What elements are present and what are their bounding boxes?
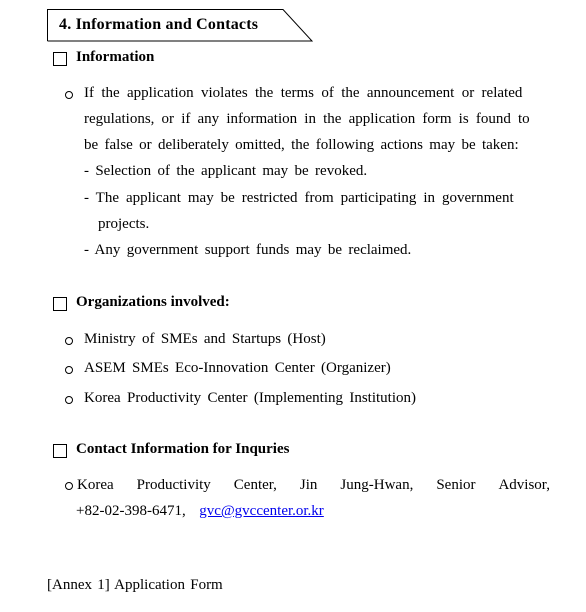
- contact-email-link[interactable]: gvc@gvccenter.or.kr: [199, 503, 324, 519]
- bullet-circle-icon: [65, 366, 73, 374]
- contact-word: Center,: [233, 477, 277, 493]
- organization-item: Ministry of SMEs and Startups (Host): [84, 331, 326, 347]
- checkbox-square-icon: [53, 52, 67, 66]
- dash-item: - Any government support funds may be reclaimed.: [84, 242, 412, 258]
- contact-word: Senior: [436, 477, 476, 493]
- organization-item: Korea Productivity Center (Implementing Institution): [84, 390, 416, 406]
- information-heading: Information: [76, 49, 155, 65]
- contact-word: Jung-Hwan,: [340, 477, 414, 493]
- dash-item-continuation: projects.: [98, 216, 150, 232]
- bullet-circle-icon: [65, 482, 73, 490]
- contact-word: Advisor,: [498, 477, 550, 493]
- contact-word: Jin: [299, 477, 318, 493]
- annex-title: [Annex 1] Application Form: [47, 577, 223, 593]
- section-title: 4. Information and Contacts: [59, 16, 259, 33]
- info-para-line-2: regulations, or if any information in the application form is found to: [84, 111, 530, 127]
- organizations-heading: Organizations involved:: [76, 294, 230, 310]
- bullet-circle-icon: [65, 396, 73, 404]
- contact-word: Productivity: [136, 477, 211, 493]
- info-para-line-3: be false or deliberately omitted, the following actions may be taken:: [84, 137, 519, 153]
- info-para-text: If the application violates the terms of the announcement or related: [84, 85, 523, 101]
- bullet-circle-icon: [65, 91, 73, 99]
- contact-line-2: [76, 503, 324, 520]
- contact-phone: +82-02-398-6471,: [76, 503, 186, 519]
- contact-heading: Contact Information for Inquries: [76, 441, 290, 457]
- contact-word: Korea: [77, 477, 114, 493]
- dash-item: - Selection of the applicant may be revoked.: [84, 163, 368, 179]
- section-header-tab: [47, 9, 312, 41]
- dash-item: - The applicant may be restricted from participating in government: [84, 190, 514, 206]
- contact-line-1: [77, 477, 550, 494]
- organization-item: ASEM SMEs Eco-Innovation Center (Organizer): [84, 360, 391, 376]
- info-para-line-1: [84, 85, 550, 102]
- checkbox-square-icon: [53, 297, 67, 311]
- bullet-circle-icon: [65, 337, 73, 345]
- checkbox-square-icon: [53, 444, 67, 458]
